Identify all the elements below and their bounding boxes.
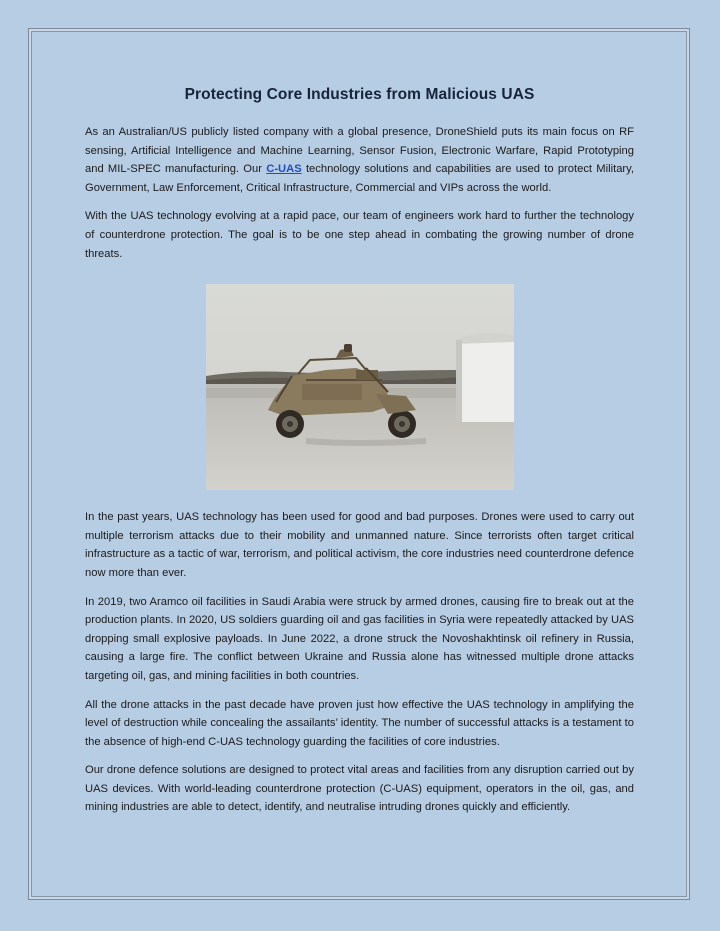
- paragraph-terrorism: In the past years, UAS technology has been used for good and bad purposes. Drones were used to carry out multiple terrorism attacks due to their mobility and unmanned nature. Since terrorists often target critical infrastructure as a tactic of war, terrorism, and political activism, the core industries need counterdrone defence now more than ever.: [85, 511, 634, 579]
- paragraph-attacks: In 2019, two Aramco oil facilities in Saudi Arabia were struck by armed drones, causing fire to break out at the production plants. In 2020, US soldiers guarding oil and gas facilities in Syria were repeatedly attacked by UAS dropping small explosive payloads. In June 2022, a drone struck the Novoshakhtinsk oil refinery in Russia, causing a large fire. The conflict between Ukraine and Russia alone has witnessed multiple drone attacks targeting oil, gas, and mining facilities in both countries.: [85, 595, 634, 682]
- paragraph-intro-text-2: technology solutions and capabilities are used to protect Military, Government, Law Enforcement, Critical Infrastructure, Commercial and VIPs across the world.: [85, 163, 635, 194]
- military-vehicle-image: [206, 284, 514, 490]
- vehicle-photo: [206, 284, 514, 490]
- document-body: [85, 86, 634, 827]
- paragraph-effectiveness: All the drone attacks in the past decade have proven just how effective the UAS technology in amplifying the level of destruction while concealing the assailants’ identity. The number of successful attacks is a testament to the absence of high-end C-UAS technology guarding the facilities of core industries.: [85, 698, 634, 748]
- paragraph-engineering: With the UAS technology evolving at a rapid pace, our team of engineers work hard to further the technology of counterdrone protection. The goal is to be one step ahead in combating the growing number of drone threats.: [85, 210, 634, 260]
- paragraph-intro: [85, 123, 634, 197]
- paragraph-solutions: Our drone defence solutions are designed to protect vital areas and facilities from any disruption carried out by UAS devices. With world-leading counterdrone protection (C-UAS) equipment, operators in the oil, gas, and mining industries are able to detect, identify, and neutralise intruding drones quickly and efficiently.: [85, 764, 634, 814]
- paragraph-intro-text-1: As an Australian/US publicly listed company with a global presence, DroneShield puts its main focus on RF sensing, Artificial Intelligence and Machine Learning, Sensor Fusion, Electronic Warfare, Rapid Prototyping and MIL-SPEC manufacturing. Our: [85, 126, 634, 176]
- c-uas-link[interactable]: C-UAS: [266, 163, 302, 176]
- page-title: Protecting Core Industries from Malicious UAS: [184, 86, 535, 103]
